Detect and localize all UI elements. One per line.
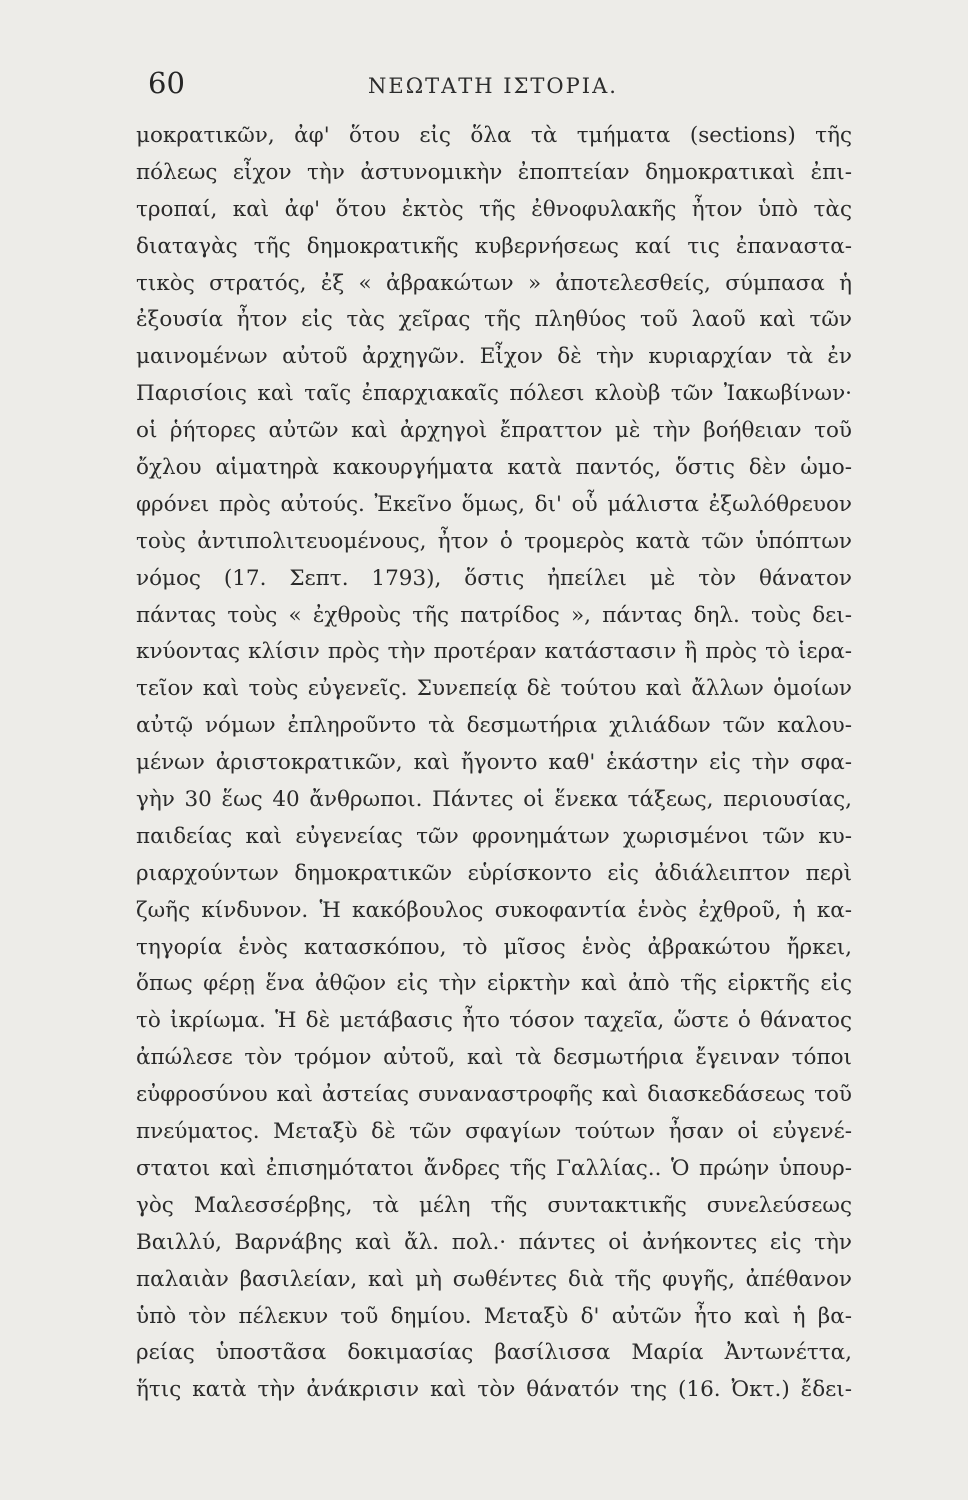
text-line: παιδείας καὶ εὐγενείας τῶν φρονημάτων χωρισμένοι τῶν κυ- bbox=[136, 823, 852, 849]
text-line: γὴν 30 ἕως 40 ἄνθρωποι. Πάντες οἱ ἕνεκα τάξεως, περιουσίας, bbox=[136, 787, 852, 813]
text-line: ἐξουσία ἦτον εἰς τὰς χεῖρας τῆς πληθύος τοῦ λαοῦ καὶ τῶν bbox=[136, 307, 852, 333]
text-line: μοκρατικῶν, ἀφ' ὅτου εἰς ὅλα τὰ τμήματα (sections) τῆς bbox=[136, 123, 852, 148]
text-line: μένων ἀριστοκρατικῶν, καὶ ἤγοντο καθ' ἑκάστην εἰς τὴν σφα- bbox=[136, 750, 852, 776]
text-line: πόλεως εἶχον τὴν ἀστυνομικὴν ἐποπτείαν δημοκρατικαὶ ἐπι- bbox=[136, 159, 852, 185]
text-line: ἥτις κατὰ τὴν ἀνάκρισιν καὶ τὸν θάνατόν της (16. Ὀκτ.) ἔδει- bbox=[136, 1377, 852, 1403]
text-line: τροπαί, καὶ ἀφ' ὅτου ἐκτὸς τῆς ἐθνοφυλακῆς ἦτον ὑπὸ τὰς bbox=[136, 196, 852, 222]
text-line: ὑπὸ τὸν πέλεκυν τοῦ δημίου. Μεταξὺ δ' αὐτῶν ἦτο καὶ ἡ βα- bbox=[136, 1303, 852, 1329]
text-line: ρείας ὑποστᾶσα δοκιμασίας βασίλισσα Μαρία Ἀντωνέττα, bbox=[136, 1340, 852, 1366]
text-line: πνεύματος. Μεταξὺ δὲ τῶν σφαγίων τούτων ἦσαν οἱ εὐγενέ- bbox=[136, 1119, 852, 1145]
text-line: αὐτῷ νόμων ἐπληροῦντο τὰ δεσμωτήρια χιλιάδων τῶν καλου- bbox=[136, 713, 852, 739]
text-line: ὅπως φέρῃ ἕνα ἀθῷον εἰς τὴν εἱρκτὴν καὶ ἀπὸ τῆς εἱρκτῆς εἰς bbox=[136, 971, 852, 997]
text-line: τεῖον καὶ τοὺς εὐγενεῖς. Συνεπείᾳ δὲ τούτου καὶ ἄλλων ὁμοίων bbox=[136, 676, 852, 702]
text-line: οἱ ῥήτορες αὐτῶν καὶ ἀρχηγοὶ ἔπραττον μὲ τὴν βοήθειαν τοῦ bbox=[136, 418, 852, 444]
text-line: τὸ ἰκρίωμα. Ἡ δὲ μετάβασις ἦτο τόσον ταχεῖα, ὥστε ὁ θάνατος bbox=[136, 1008, 852, 1034]
text-line: εὐφροσύνου καὶ ἀστείας συναναστροφῆς καὶ διασκεδάσεως τοῦ bbox=[136, 1082, 852, 1108]
running-title: ΝΕΩΤΑΤΗ ΙΣΤΟΡΙΑ. bbox=[368, 74, 618, 98]
page-number: 60 bbox=[148, 66, 185, 100]
text-line: γὸς Μαλεσσέρβης, τὰ μέλη τῆς συντακτικῆς συνελεύσεως bbox=[136, 1192, 852, 1218]
text-line: ἀπώλεσε τὸν τρόμον αὐτοῦ, καὶ τὰ δεσμωτήρια ἔγειναν τόποι bbox=[136, 1045, 852, 1071]
text-line: στατοι καὶ ἐπισημότατοι ἄνδρες τῆς Γαλλίας.. Ὁ πρώην ὑπουρ- bbox=[136, 1155, 852, 1181]
text-line: Παρισίοις καὶ ταῖς ἐπαρχιακαῖς πόλεσι κλοὺβ τῶν Ἰακωβίνων· bbox=[136, 381, 852, 407]
page-header bbox=[148, 66, 848, 106]
text-line: τηγορία ἑνὸς κατασκόπου, τὸ μῖσος ἑνὸς ἀβρακώτου ἤρκει, bbox=[136, 934, 852, 960]
body-text bbox=[136, 118, 852, 1409]
text-line: νόμος (17. Σεπτ. 1793), ὅστις ἠπείλει μὲ τὸν θάνατον bbox=[136, 565, 852, 591]
text-line: τικὸς στρατός, ἐξ « ἀβρακώτων » ἀποτελεσθείς, σύμπασα ἡ bbox=[136, 270, 852, 296]
text-line: φρόνει πρὸς αὐτούς. Ἐκεῖνο ὅμως, δι' οὗ μάλιστα ἐξωλόθρευον bbox=[136, 491, 852, 517]
text-line: Βαιλλύ, Βαρνάβης καὶ ἄλ. πολ.· πάντες οἱ ἀνήκοντες εἰς τὴν bbox=[136, 1229, 852, 1255]
text-line: κνύοντας κλίσιν πρὸς τὴν προτέραν κατάστασιν ἢ πρὸς τὸ ἱερα- bbox=[136, 639, 852, 665]
text-line: παλαιὰν βασιλείαν, καὶ μὴ σωθέντες διὰ τῆς φυγῆς, ἀπέθανον bbox=[136, 1266, 852, 1292]
text-line: τοὺς ἀντιπολιτευομένους, ἦτον ὁ τρομερὸς κατὰ τῶν ὑπόπτων bbox=[136, 528, 852, 554]
text-line: πάντας τοὺς « ἐχθροὺς τῆς πατρίδος », πάντας δηλ. τοὺς δει- bbox=[136, 602, 852, 628]
text-line: ριαρχούντων δημοκρατικῶν εὑρίσκοντο εἰς ἀδιάλειπτον περὶ bbox=[136, 860, 852, 886]
text-line: μαινομένων αὐτοῦ ἀρχηγῶν. Εἶχον δὲ τὴν κυριαρχίαν τὰ ἐν bbox=[136, 344, 852, 370]
text-line: διαταγὰς τῆς δημοκρατικῆς κυβερνήσεως καί τις ἐπαναστα- bbox=[136, 233, 852, 259]
text-line: ὄχλου αἱματηρὰ κακουργήματα κατὰ παντός, ὅστις δὲν ὡμο- bbox=[136, 455, 852, 481]
text-line: ζωῆς κίνδυνον. Ἡ κακόβουλος συκοφαντία ἑνὸς ἐχθροῦ, ἡ κα- bbox=[136, 897, 852, 923]
